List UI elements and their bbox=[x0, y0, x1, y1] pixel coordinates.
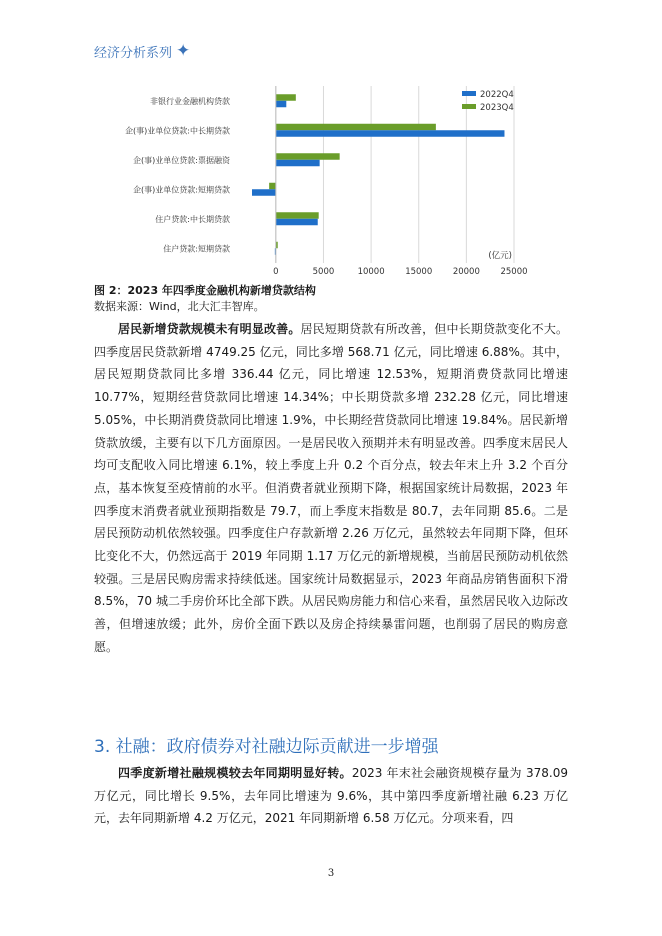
paragraph-lead: 居民新增贷款规模未有明显改善。 bbox=[118, 322, 301, 336]
paragraph-text: 居民短期贷款有所改善，但中长期贷款变化不大。四季度居民贷款新增 4749.25 亿元，同比多增 568.71 亿元，同比增速 6.88%。其中，居民短期贷款同比多增 336.44 亿元，同比增速 12.53%，短期消费贷款同比增速 10.77%，短期经营贷款同比增速 14.34%；中长期贷款多增 232.28 亿元，同比增速 5.05%，中长期消费贷款同比增速 1.9%，中长期经营贷款同比增速 19.84%。居民新增贷款放缓，主要有以下几方面原因。一是居民收入预期并未有明显改善。四季度末居民人均可支配收入同比增速 6.1%，较上季度上升 0.2 个百分点，较去年末上升 3.2 个百分点，基本恢复至疫情前的水平。但消费者就业预期下降，根据国家统计局数据，2023 年四季度末消费者就业预期指数是 79.7，而上季度末指数是 80.7，去年同期 85.6。二是居民预防动机依然较强。四季度住户存款新增 2.26 万亿元，虽然较去年同期下降，但环比变化不大，仍然远高于 2019 年同期 1.17 万亿元的新增规模，当前居民预防动机依然较强。三是居民购房需求持续低迷。国家统计局数据显示，2023 年商品房销售面积下滑 8.5%，70 城二手房价环比全部下跌。从居民购房能力和信心来看，虽然居民收入边际改善，但增速放缓；此外，房价全面下跌以及房企持续暴雷问题，也削弱了居民的购房意愿。 bbox=[94, 322, 568, 654]
series-name: 经济分析系列 bbox=[94, 46, 173, 61]
four-point-star-icon: ✦ bbox=[176, 41, 191, 61]
x-tick-label: 10000 bbox=[357, 267, 385, 277]
bar-2023q4 bbox=[276, 124, 436, 131]
x-tick-label: 5000 bbox=[312, 267, 335, 277]
section-heading: 3. 社融：政府债券对社融边际贡献进一步增强 bbox=[94, 737, 439, 757]
category-label: 住户贷款:短期贷款 bbox=[163, 244, 230, 254]
paragraph-text: 2023 年末社会融资规模存量为 378.09 万亿元，同比增长 9.5%，去年同比增速为 9.6%，其中第四季度新增社融 6.23 万亿元，去年同期新增 4.2 万亿元，2021 年同期新增 6.58 万亿元。分项来看，四 bbox=[94, 766, 568, 826]
paragraph-household-loans bbox=[94, 318, 568, 659]
legend-label: 2022Q4 bbox=[480, 90, 514, 100]
figure-caption: 图 2：2023 年四季度金融机构新增贷款结构 bbox=[94, 284, 316, 297]
x-tick-label: 0 bbox=[273, 267, 279, 277]
figure-source: 数据来源：Wind，北大汇丰智库。 bbox=[94, 300, 265, 313]
report-series-header bbox=[94, 42, 190, 61]
legend-swatch bbox=[462, 91, 476, 96]
bar-2022q4 bbox=[276, 101, 286, 108]
category-label: 企(事)业单位贷款:票据融资 bbox=[133, 155, 230, 165]
bar-2023q4 bbox=[269, 183, 276, 190]
bar-2023q4 bbox=[276, 153, 340, 160]
category-label: 企(事)业单位贷款:短期贷款 bbox=[133, 185, 230, 195]
paragraph-lead: 四季度新增社融规模较去年同期明显好转。 bbox=[118, 766, 352, 780]
unit-label: (亿元) bbox=[488, 251, 512, 261]
bar-2022q4 bbox=[276, 219, 318, 226]
legend-swatch bbox=[462, 104, 476, 109]
page-number: 3 bbox=[327, 868, 335, 879]
legend-label: 2023Q4 bbox=[480, 103, 514, 113]
bar-2023q4 bbox=[276, 212, 319, 219]
bar-2022q4 bbox=[252, 189, 276, 196]
x-tick-label: 20000 bbox=[452, 267, 480, 277]
category-label: 企(事)业单位贷款:中长期贷款 bbox=[125, 126, 230, 136]
chart-svg bbox=[94, 80, 534, 280]
bar-2022q4 bbox=[276, 130, 505, 137]
x-tick-label: 25000 bbox=[500, 267, 528, 277]
bar-2023q4 bbox=[276, 94, 296, 101]
loan-structure-chart bbox=[94, 80, 534, 280]
x-tick-label: 15000 bbox=[405, 267, 433, 277]
category-label: 住户贷款:中长期贷款 bbox=[155, 214, 230, 224]
paragraph-social-financing bbox=[94, 762, 568, 830]
category-label: 非银行业金融机构贷款 bbox=[150, 96, 230, 106]
bar-2022q4 bbox=[276, 160, 320, 167]
